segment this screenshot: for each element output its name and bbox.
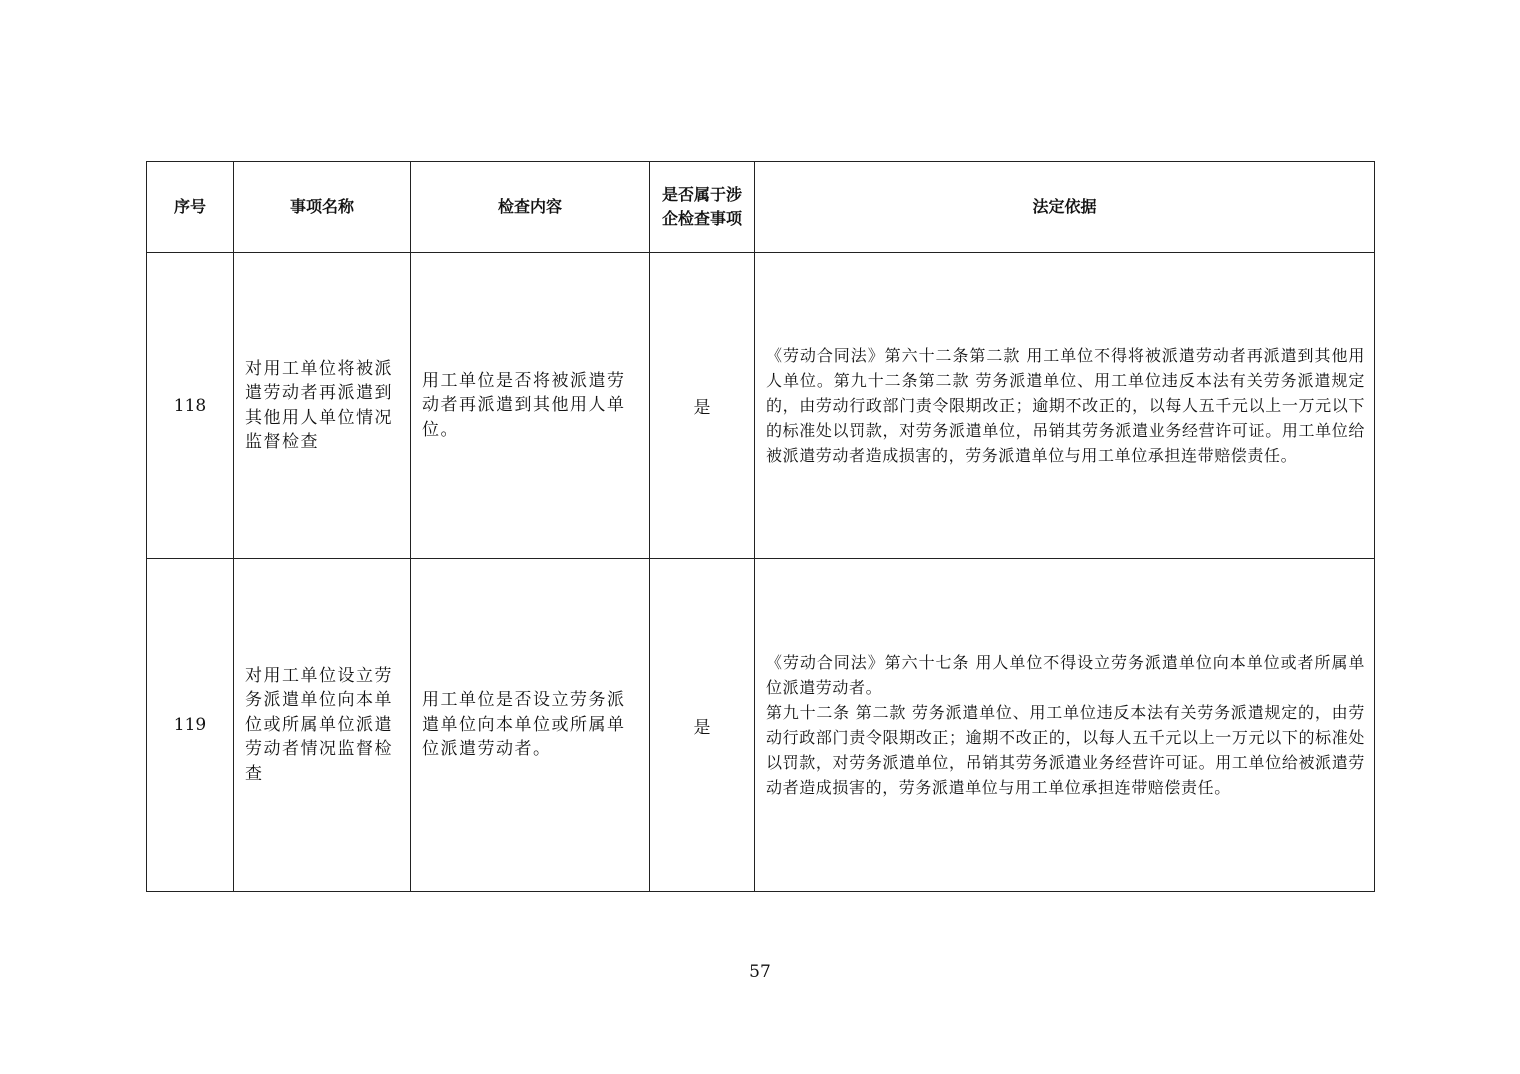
table-row bbox=[147, 253, 1375, 559]
cell-no: 118 bbox=[147, 253, 234, 559]
cell-name: 对用工单位设立劳务派遣单位向本单位或所属单位派遣劳动者情况监督检查 bbox=[234, 559, 411, 892]
basis-paragraph: 第九十二条 第二款 劳务派遣单位、用工单位违反本法有关劳务派遣规定的，由劳动行政部门责令限期改正；逾期不改正的，以每人五千元以上一万元以下的标准处以罚款，对劳务派遣单位，吊销其劳务派遣业务经营许可证。用工单位给被派遣劳动者造成损害的，劳务派遣单位与用工单位承担连带赔偿责任。 bbox=[766, 703, 1365, 797]
table-row bbox=[147, 559, 1375, 892]
header-name: 事项名称 bbox=[234, 162, 411, 253]
table-header-row bbox=[147, 162, 1375, 253]
header-basis: 法定依据 bbox=[755, 162, 1375, 253]
cell-is-enterprise: 是 bbox=[650, 559, 755, 892]
cell-name: 对用工单位将被派遣劳动者再派遣到其他用人单位情况监督检查 bbox=[234, 253, 411, 559]
cell-basis bbox=[755, 559, 1375, 892]
cell-basis bbox=[755, 253, 1375, 559]
header-is-enterprise bbox=[650, 162, 755, 253]
header-is-enterprise-label: 是否属于涉企检查事项 bbox=[661, 185, 742, 228]
cell-is-enterprise: 是 bbox=[650, 253, 755, 559]
regulation-table bbox=[146, 161, 1375, 892]
header-no: 序号 bbox=[147, 162, 234, 253]
header-content: 检查内容 bbox=[411, 162, 650, 253]
cell-content: 用工单位是否设立劳务派遣单位向本单位或所属单位派遣劳动者。 bbox=[411, 559, 650, 892]
cell-no: 119 bbox=[147, 559, 234, 892]
basis-paragraph: 《劳动合同法》第六十二条第二款 用工单位不得将被派遣劳动者再派遣到其他用人单位。第九十二条第二款 劳务派遣单位、用工单位违反本法有关劳务派遣规定的，由劳动行政部门责令限期改正；逾期不改正的，以每人五千元以上一万元以下的标准处以罚款，对劳务派遣单位，吊销其劳务派遣业务经营许可证。用工单位给被派遣劳动者造成损害的，劳务派遣单位与用工单位承担连带赔偿责任。 bbox=[766, 346, 1365, 465]
basis-paragraph: 《劳动合同法》第六十七条 用人单位不得设立劳务派遣单位向本单位或者所属单位派遣劳动者。 bbox=[766, 653, 1365, 697]
cell-content: 用工单位是否将被派遣劳动者再派遣到其他用人单位。 bbox=[411, 253, 650, 559]
page-number: 57 bbox=[749, 962, 771, 982]
